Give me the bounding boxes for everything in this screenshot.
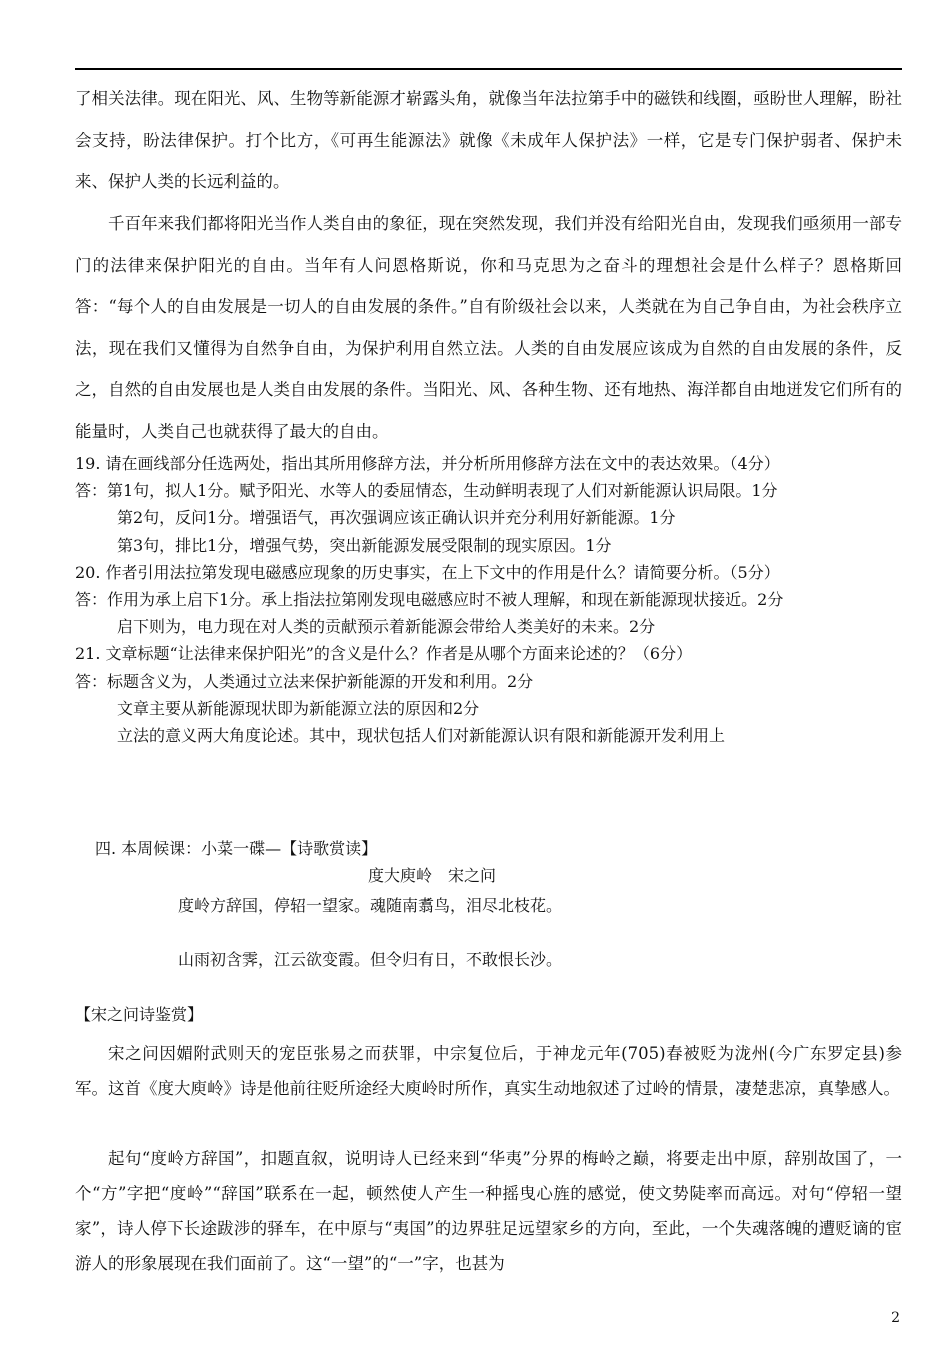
- answer-20: 答：作用为承上启下1分。承上指法拉第刚发现电磁感应时不被人理解，和现在新能源现状接近。2分: [75, 589, 784, 609]
- answer-19-line-3: 第3句，排比1分，增强气势，突出新能源发展受限制的现实原因。1分: [117, 535, 612, 555]
- question-answer-list: [75, 450, 915, 749]
- paragraph-law-analogy: 了相关法律。现在阳光、风、生物等新能源才崭露头角，就像当年法拉第手中的磁铁和线圈，亟盼世人理解，盼社会支持，盼法律保护。打个比方，《可再生能源法》就像《未成年人保护法》一样，它是专门保护弱者、保护未来、保护人类的长远利益的。: [75, 89, 902, 191]
- poem-title: 度大庾岭 宋之问: [368, 866, 497, 885]
- poem-line-1: 度岭方辞国，停轺一望家。魂随南翥鸟，泪尽北枝花。: [178, 896, 563, 915]
- answer-19: 答：第1句，拟人1分。赋予阳光、水等人的委屈情态，生动鲜明表现了人们对新能源认识局限。1分: [75, 481, 778, 501]
- answer-21: 答：标题含义为，人类通过立法来保护新能源的开发和利用。2分: [75, 671, 534, 691]
- answer-21-line-2: 文章主要从新能源现状即为新能源立法的原因和2分: [117, 698, 480, 718]
- question-21: 21. 文章标题“让法律来保护阳光”的含义是什么？作者是从哪个方面来论述的？（6分）: [75, 644, 693, 664]
- question-19: 19. 请在画线部分任选两处，指出其所用修辞方法，并分析所用修辞方法在文中的表达效果。（4分）: [75, 454, 780, 473]
- poem-line-2: 山雨初含霁，江云欲变霞。但令归有日，不敢恨长沙。: [178, 950, 563, 969]
- section-4-heading: 四. 本周候课：小菜一碟—【诗歌赏读】: [95, 839, 378, 858]
- essay-paragraph-2: 起句“度岭方辞国”，扣题直叙，说明诗人已经来到“华夷”分界的梅岭之巅，将要走出中原，辞别故国了，一个“方”字把“度岭”“辞国”联系在一起，顿然使人产生一种摇曳心旌的感觉，使文势陡率而高远。对句“停轺一望家”，诗人停下长途跋涉的驿车，在中原与“夷国”的边界驻足远望家乡的方向，至此，一个失魂落魄的遭贬谪的宦游人的形象展现在我们面前了。这“一望”的“一”字，也甚为: [75, 1148, 902, 1273]
- essay-paragraph-1: 宋之问因媚附武则天的宠臣张易之而获罪，中宗复位后，于神龙元年(705)春被贬为泷州(今广东罗定县)参军。这首《度大庾岭》诗是他前往贬所途经大庾岭时所作，真实生动地叙述了过岭的情景，凄楚悲凉，真挚感人。: [75, 1043, 902, 1098]
- answer-20-line-2: 启下则为，电力现在对人类的贡献预示着新能源会带给人类美好的未来。2分: [117, 617, 656, 637]
- header-rule: [75, 68, 902, 70]
- answer-21-line-3: 立法的意义两大角度论述。其中，现状包括人们对新能源认识有限和新能源开发利用上: [117, 725, 726, 745]
- question-20: 20. 作者引用法拉第发现电磁感应现象的历史事实，在上下文中的作用是什么？请简要分析。（5分）: [75, 562, 780, 582]
- paragraph-sunlight-freedom: 千百年来我们都将阳光当作人类自由的象征，现在突然发现，我们并没有给阳光自由，发现我们亟须用一部专门的法律来保护阳光的自由。当年有人问恩格斯说，你和马克思为之奋斗的理想社会是什么样子？恩格斯回答：“每个人的自由发展是一切人的自由发展的条件。”自有阶级社会以来，人类就在为自己争自由，为社会秩序立法，现在我们又懂得为自然争自由，为保护利用自然立法。人类的自由发展应该成为自然的自由发展的条件，反之，自然的自由发展也是人类自由发展的条件。当阳光、风、各种生物、还有地热、海洋都自由地迸发它们所有的能量时，人类自己也就获得了最大的自由。: [75, 214, 902, 441]
- answer-19-line-2: 第2句，反问1分。增强语气，再次强调应该正确认识并充分利用好新能源。1分: [117, 508, 676, 528]
- appreciation-heading: 【宋之问诗鉴赏】: [75, 1005, 204, 1024]
- page-number: 2: [891, 1310, 900, 1326]
